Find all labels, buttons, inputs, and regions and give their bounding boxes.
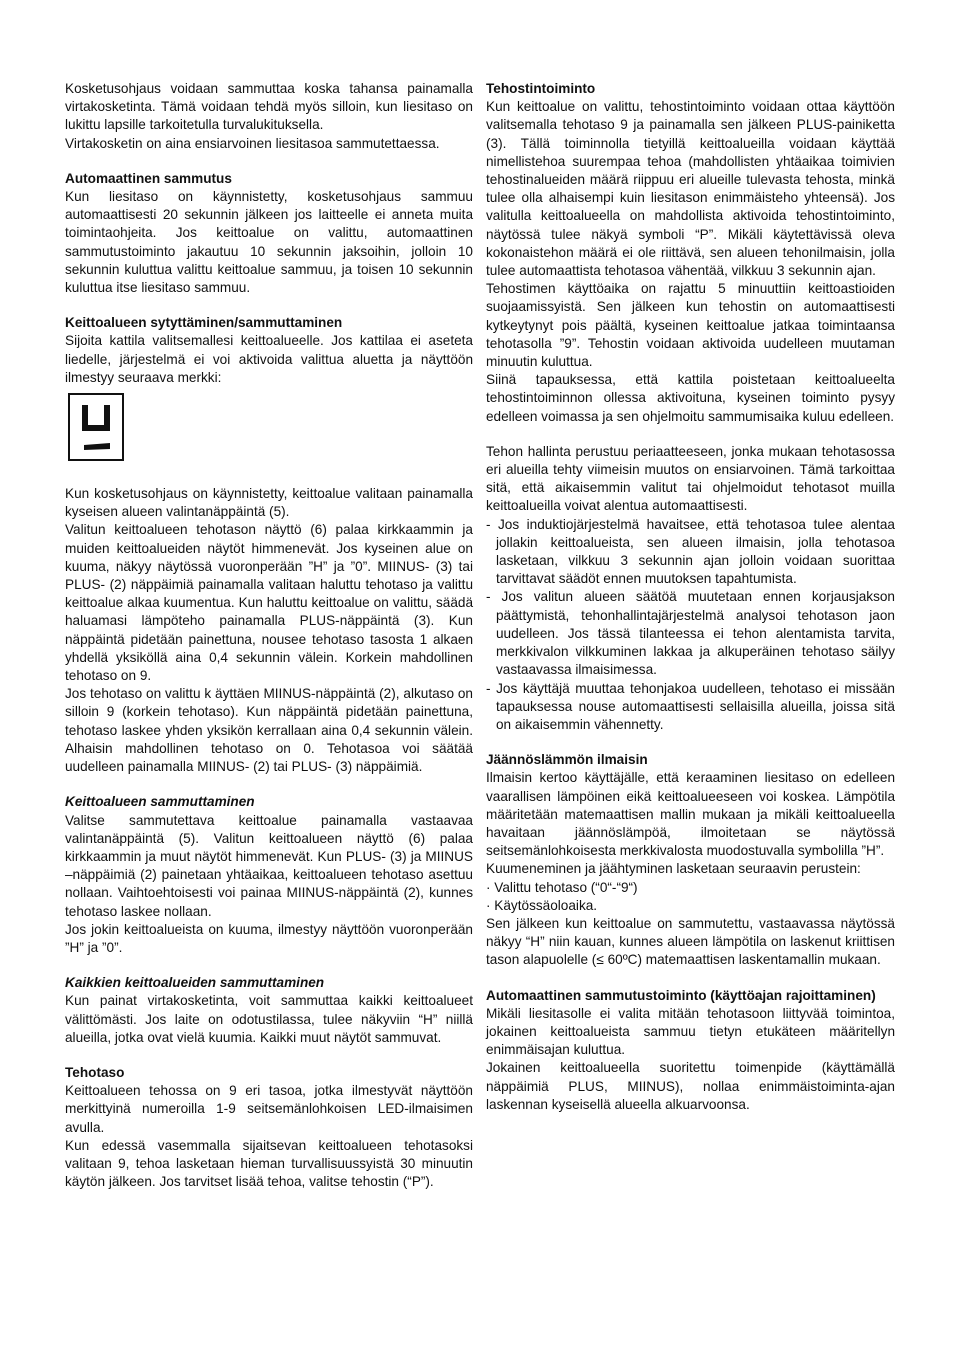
paragraph: Tehon hallinta perustuu periaatteeseen, jonka mukaan tehotasossa eri alueilla tehty viimeisin muutos on ensiarvoinen. Tämä tarkoittaa sitä, että aikaisemmin valitut tai ohjelmoidut tehotasot muilla keittoalueilla voivat alentua automaattisesti. xyxy=(486,443,895,514)
paragraph: Kosketusohjaus voidaan sammuttaa koska tahansa painamalla virtakosketinta. Tämä voidaan tehdä myös silloin, kun liesitaso on lukittu lapsille tarkoitetulla turvalukituksella. xyxy=(65,81,473,133)
paragraph: Tehostimen käyttöaika on rajattu 5 minuuttiin keittoastioiden suojaamissyistä. Sen jälkeen kun tehostin on automaattisesti kytkeytynyt pois päältä, kyseinen keittoalue jatkaa toimintaansa tehotasolla ”9”. Tehostin voidaan aktivoida uudelleen muutaman minuutin kuluttua. xyxy=(486,281,895,370)
section-heading: Automaattinen sammutus xyxy=(65,170,232,186)
paragraph: Keittoalueen tehossa on 9 eri tasoa, jotka ilmestyvät näyttöön merkittyinä numeroilla 1-9 seitsemänlohkoisen LED-ilmaisimen avulla. xyxy=(65,1083,473,1135)
paragraph: Kun painat virtakosketinta, voit sammuttaa kaikki keittoalueet välittömästi. Jos laite on odotustilassa, tulee näkyviin “H” niillä alueilla, jotka ovat vielä kuumia. Kaikki muut näytöt sammuvat. xyxy=(65,993,473,1045)
paragraph: Kun edessä vasemmalla sijaitsevan keittoalueen tehotasoksi valitaan 9, tehoa lasketaan hieman turvallisuussyistä 30 minuutin käytön jälkeen. Jos tarvitset lisää tehoa, valitse tehostin (“P”). xyxy=(65,1137,473,1190)
paragraph: Siinä tapauksessa, että kattila poistetaan keittoalueelta tehostintoiminnon ollessa aktivoituna, kyseinen toiminto pysyy edelleen voimassa ja sen ohjelmoitu sammumisaika kuluu edelleen. xyxy=(486,372,895,424)
list-item: · Käytössäoloaika. xyxy=(486,897,598,913)
left-column xyxy=(65,80,473,1191)
paragraph: Kun kosketusohjaus on käynnistetty, keittoalue valitaan painamalla kyseisen alueen valintanäppäintä (5). xyxy=(65,486,473,520)
paragraph: Jos tehotaso on valittu k äyttäen MIINUS-näppäintä (2), alkutaso on silloin 9 (korkein tehotaso). Kun näppäintä pidetään painettuna, tehotaso laskee yhden yksikön kerrallaan aina 0,4 sekunnin välein. Alhaisin mahdollinen tehotaso on 0. Tehotasoa voi säätää uudelleen painamalla MIINUS- (2) tai PLUS- (3) näppäimiä. xyxy=(65,686,473,775)
section-heading: Automaattinen sammutustoiminto (käyttöajan rajoittaminen) xyxy=(486,987,876,1003)
section-heading: Tehostintoiminto xyxy=(486,81,596,96)
paragraph: Sen jälkeen kun keittoalue on sammutettu, vastaavassa näytössä näkyy “H” niin kauan, kunnes alueen lämpötila on laskenut kriittisen tason alapuolelle (≤ 60ºC) matemaattisen laskentamallin mukaan. xyxy=(486,915,895,968)
paragraph: Jos jokin keittoalueista on kuuma, ilmestyy näyttöön vuoronperään ”H” ja ”0”. xyxy=(65,921,473,955)
section-heading: Keittoalueen sytyttäminen/sammuttaminen xyxy=(65,315,343,331)
paragraph: Jokainen keittoalueella suoritettu toimenpide (käyttämällä näppäimiä PLUS, MIINUS), nollaa enimmäistoiminta-ajan laskennan kyseisellä alueella alkuarvoonsa. xyxy=(486,1060,895,1112)
list-item: - Jos käyttäjä muuttaa tehonjakoa uudelleen, tehotaso ei missään tapauksessa nouse automaattisesti sellaisilla alueilla, joissa sitä on aikaisemmin vähennetty. xyxy=(486,680,895,732)
list-item: - Jos valitun alueen säätöä muutetaan ennen korjausjakson päättymistä, tehonhallintajärjestelmä analysoi tehotason jaon uudelleen. Jos tässä tilanteessa ei tehon alentamista tarvita, merkkivalon vilkkuminen lakkaa ja alkuperäinen tehotaso säilyy vastaavassa ilmaisimessa. xyxy=(486,589,895,678)
paragraph: Mikäli liesitasolle ei valita mitään tehotasoon liittyvää toimintoa, jokainen keittoalueista sammuu tietyn etukäteen määritellyn enimmäisajan kuluttua. xyxy=(486,1005,895,1058)
paragraph: Kun liesitaso on käynnistetty, kosketusohjaus sammuu automaattisesti 20 sekunnin jälkeen jos laitteelle ei anneta muita toimintaohjeita. Jos keittoalue on valittu, automaattinen sammutustoiminto jakautuu 10 sekunnin jaksoihin, jolloin 10 sekunnin kuluttua valittu keittoalue sammuu, ja toisen 10 sekunnin kuluttua itse liesitaso sammuu. xyxy=(65,189,473,296)
paragraph: Virtakosketin on aina ensiarvoinen liesitasoa sammutettaessa. xyxy=(65,135,440,151)
list-item: - Jos induktiojärjestelmä havaitsee, että tehotasoa tulee alentaa jollakin keittoalueista, sen alueen ilmaisin, jolla tehotasoa lasketaan, vilkkuu 3 sekunnin ajan jolloin voidaan suorittaa tarvittavat säädöt ennen muutoksen tapahtumista. xyxy=(486,516,895,587)
paragraph: Valitse sammutettava keittoalue painamalla vastaavaa valintanäppäintä (5). Valitun keittoalueen näyttö (6) palaa kirkkaammin ja muut näytöt himmenevät. Kun PLUS- (3) ja MIINUS –näppäimiä (2) painetaan yhtäaikaa, keittoalueen tehotaso asettuu nollaan. Vaihtoehtoisesti voi painaa MIINUS-näppäintä (2), kunnes tehotaso laskee nollaan. xyxy=(65,812,473,919)
paragraph: Kun keittoalue on valittu, tehostintoiminto voidaan ottaa käyttöön valitsemalla tehotaso 9 ja painamalla sen jälkeen PLUS-painiketta (3). Tällä toiminnolla tietyillä keittoalueilla voidaan käyttää nimellistehoa suurempaa tehoa (mahdollisten yhtäaikaa toimivien tehostinalueiden määrä riippuu eri alueille tulevasta tehosta, minkä tulee olla alhaisempi kuin liesitason enimmäisteho yhteensä). Jos valitulla keittoalueella on mahdollista aktivoida tehostintoiminto, näytössä tulee näkyä symboli “P”. Mikäli käytettävissä oleva kokonaistehon määrä ei ole riittävä, sen alueen tehonilmaisin, jolla tulee automaattista tehotasoa vähentää, vilkkuu 3 sekunnin ajan. xyxy=(486,99,895,279)
right-column xyxy=(486,80,895,1114)
paragraph: Ilmaisin kertoo käyttäjälle, että keraaminen liesitaso on edelleen vaarallisen lämpöinen eikä keittoalueeseen voi koskea. Lämpötila määritetään matemaattisen mallin mukaan ja mikäli keittoalueella havaitaan jäännöslämpöä, ilmoitetaan se näytössä seitsemänlohkoisesta merkkivalosta muodostuvalla symbolilla ”H”. xyxy=(486,770,895,859)
paragraph: Sijoita kattila valitsemallesi keittoalueelle. Jos kattilaa ei aseteta liedelle, järjestelmä ei voi aktivoida valittua aluetta ja näyttöön ilmestyy seuraava merkki: xyxy=(65,333,473,385)
section-heading: Kaikkien keittoalueiden sammuttaminen xyxy=(65,975,325,991)
section-heading: Tehotaso xyxy=(65,1064,125,1080)
section-heading: Keittoalueen sammuttaminen xyxy=(65,794,255,810)
paragraph: Valitun keittoalueen tehotason näyttö (6) palaa kirkkaammin ja muiden keittoalueiden näytöt himmenevät. Jos kyseinen alue on kuuma, näkyy näytössä vuoronperään ”H” ja ”0”. MIINUS- (3) tai PLUS- (2) näppäimiä painamalla valitaan haluttu tehotaso ja valittu keittoalue alkaa kuumentua. Kun haluttu keittoalue on valittu, säädä haluamasi lämpöteho painamalla PLUS-näppäintä (3). Kun näppäintä pidetään painettuna, nousee tehotaso tasosta 1 alkaen yhdellä yksiköllä aina 0,4 sekunnin välein. Korkein mahdollinen tehotaso on 9. xyxy=(65,522,473,684)
list-item: · Valittu tehotaso (“0“-“9“) xyxy=(486,879,638,895)
section-heading: Jäännöslämmön ilmaisin xyxy=(486,752,648,768)
paragraph: Kuumeneminen ja jäähtyminen lasketaan seuraavin perustein: xyxy=(486,861,861,877)
no-pan-display-symbol-icon xyxy=(68,393,124,461)
